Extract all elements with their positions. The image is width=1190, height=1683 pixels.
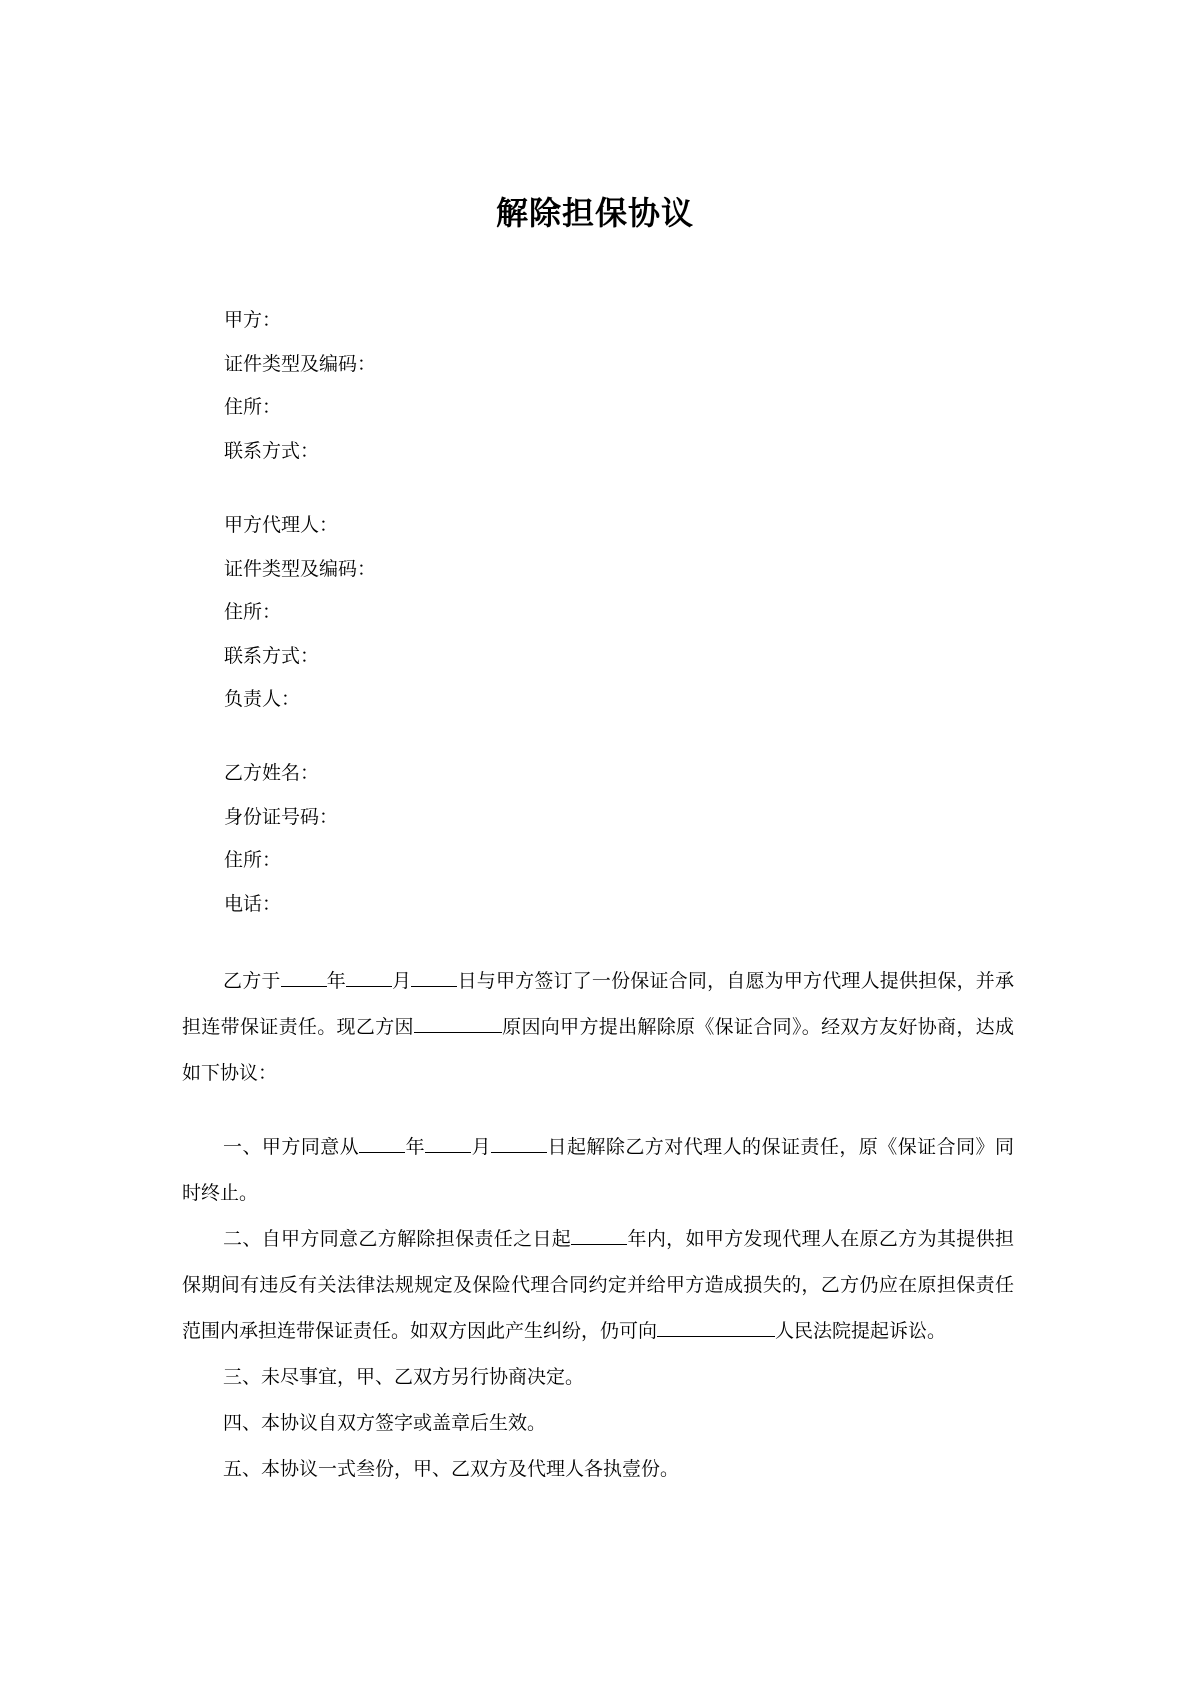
- party-a-agent-section: [224, 504, 376, 722]
- clause-1-text-3: 月: [471, 1136, 492, 1158]
- court-blank: [657, 1318, 775, 1337]
- party-a-section: [224, 299, 376, 473]
- year-blank: [281, 968, 327, 987]
- party-b-id-label: 身份证号码：: [224, 805, 339, 828]
- clause-5: 五、本协议一式叁份，甲、乙双方及代理人各执壹份。: [223, 1458, 680, 1480]
- intro-text-2: 年: [326, 970, 346, 992]
- reason-blank: [414, 1014, 502, 1033]
- agent-manager-label: 负责人：: [224, 688, 301, 710]
- intro-section: [182, 958, 1014, 1096]
- terms-section: [182, 1124, 1014, 1492]
- party-a-name-label: 甲方：: [224, 309, 282, 331]
- party-b-address-label: 住所：: [224, 849, 282, 871]
- clause-2-years-blank: [571, 1226, 627, 1245]
- party-a-id-label: 证件类型及编码：: [224, 352, 377, 375]
- clause-4: 四、本协议自双方签字或盖章后生效。: [223, 1412, 547, 1434]
- intro-text-1: 乙方于: [223, 970, 281, 992]
- party-b-phone-label: 电话：: [224, 892, 282, 915]
- intro-text-4: 日与甲方签订了一份保证合同，自愿为甲方代理人提供担保，并承担连带保证责任。现乙方因: [182, 970, 1014, 1038]
- intro-paragraph: [182, 958, 1014, 1096]
- clause-1-month-blank: [425, 1134, 471, 1153]
- clause-1-text-1: 一、甲方同意从: [223, 1136, 360, 1158]
- party-b-name-label: 乙方姓名：: [224, 762, 320, 784]
- intro-text-3: 月: [391, 970, 412, 992]
- agent-id-label: 证件类型及编码：: [224, 557, 377, 580]
- party-b-section: [224, 752, 338, 926]
- clause-2-text-3: 人民法院提起诉讼。: [775, 1320, 947, 1342]
- clause-1-year-blank: [359, 1134, 405, 1153]
- clause-2-text-1: 二、自甲方同意乙方解除担保责任之日起: [223, 1228, 572, 1250]
- clause-1: [182, 1124, 1014, 1216]
- clause-3: 三、未尽事宜，甲、乙双方另行协商决定。: [223, 1366, 585, 1388]
- document-title: 解除担保协议: [495, 194, 694, 232]
- day-blank: [411, 968, 457, 987]
- party-a-address-label: 住所：: [224, 396, 282, 418]
- party-a-contact-label: 联系方式：: [224, 439, 320, 462]
- clause-2: [182, 1216, 1014, 1354]
- agent-address-label: 住所：: [224, 601, 282, 623]
- clause-1-day-blank: [491, 1134, 547, 1153]
- clause-1-text-4: 日起解除乙方对代理人的保证责任，原《保证合同》同时终止。: [182, 1136, 1014, 1204]
- month-blank: [346, 968, 392, 987]
- agent-contact-label: 联系方式：: [224, 644, 320, 667]
- clause-1-text-2: 年: [405, 1136, 426, 1158]
- clause-2-text-2: 年内，如甲方发现代理人在原乙方为其提供担保期间有违反有关法律法规规定及保险代理合同约定并给甲方造成损失的，乙方仍应在原担保责任范围内承担连带保证责任。如双方因此产生纠纷，仍可向: [182, 1228, 1014, 1342]
- intro-text-5: 原因向甲方提出解除原《保证合同》。经双方友好协商，达成如下协议：: [182, 1016, 1014, 1084]
- agent-name-label: 甲方代理人：: [224, 514, 339, 536]
